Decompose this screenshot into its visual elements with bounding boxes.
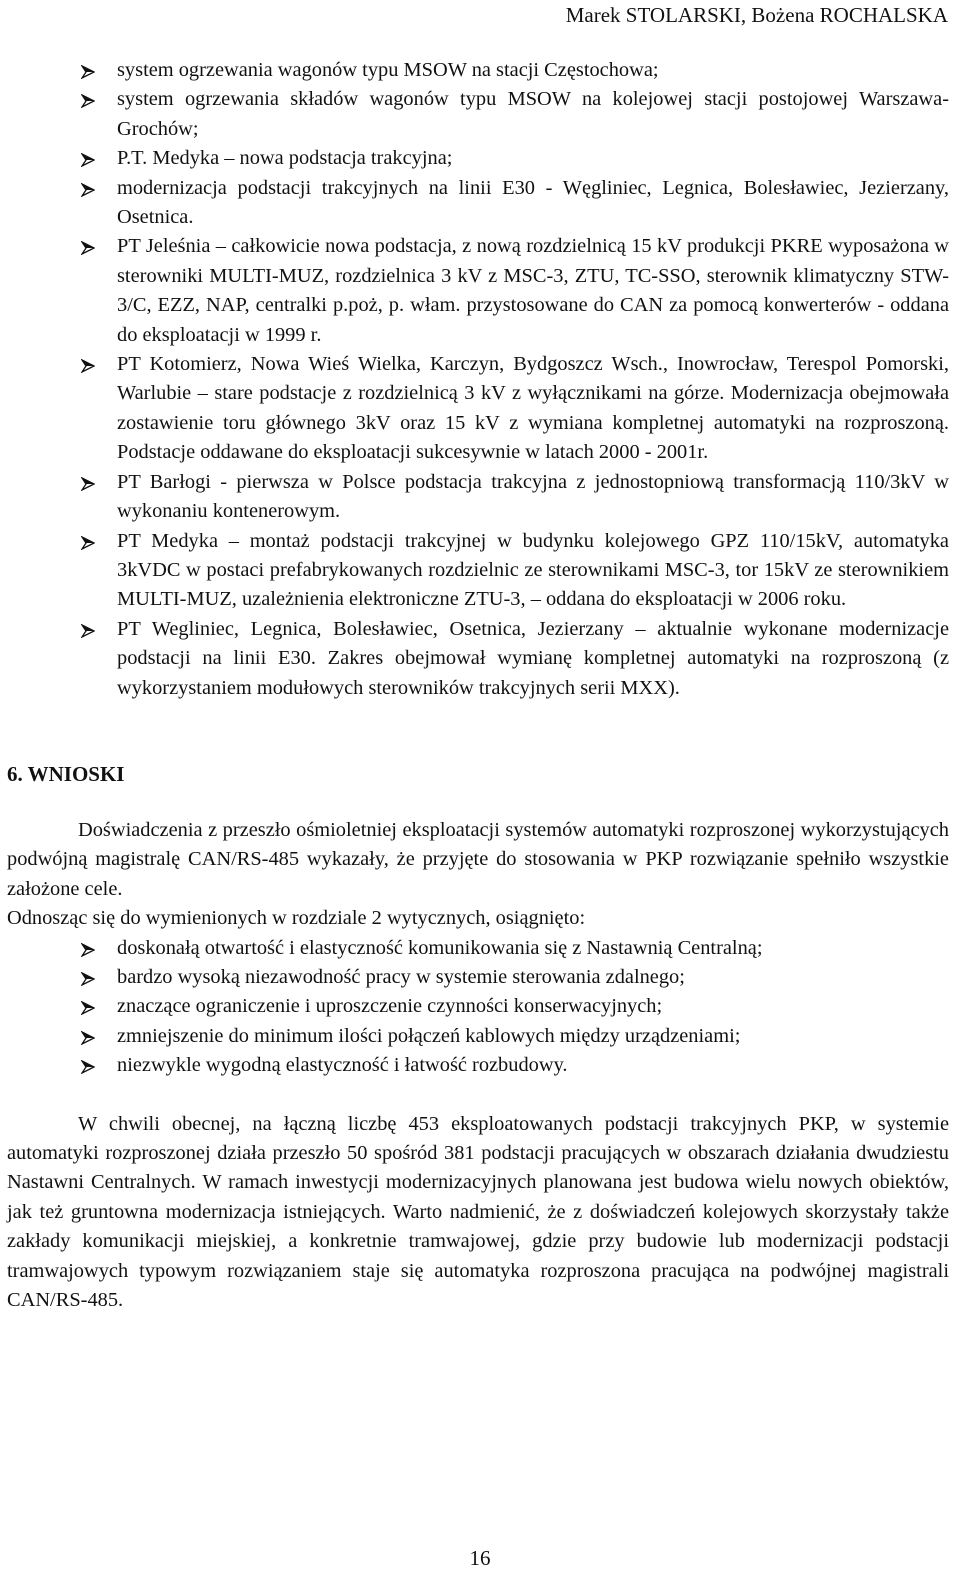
list-item [7,1022,949,1051]
paragraph-current-state: W chwili obecnej, na łączną liczbę 453 eksploatowanych podstacji trakcyjnych PKP, w systemie automatyki rozproszonej działa przeszło 50 spośród 381 podstacji pracujących w obszarach działania dwudziestu Nastawni Centralnych. W ramach inwestycji modernizacyjnych planowana jest budowa wielu nowych obiektów, jak też gruntowna modernizacja istniejących. Warto nadmienić, że z doświadczeń kolejowych skorzystały także zakłady komunikacji miejskiej, a konkretnie tramwajowej, gdzie przy budowie lub modernizacji podstacji tramwajowych typowym rozwiązaniem staje się automatyka rozproszona pracująca na podwójnej magistrali CAN/RS-485. [7,1112,949,1312]
list-item [7,527,949,615]
list-item-text: zmniejszenie do minimum ilości połączeń kablowych między urządzeniami; [117,1024,741,1047]
list-item-text: znaczące ograniczenie i uproszczenie czynności konserwacyjnych; [117,995,663,1018]
arrowhead-bullet-icon [81,359,95,373]
list-item-text: PT Jeleśnia – całkowicie nowa podstacja, z nową rozdzielnicą 15 kV produkcji PKRE wyposażona w sterowniki MULTI-MUZ, rozdzielnica 3 kV z MSC-3, ZTU, TC-SSO, sterownik klimatyczny STW-3/C, EZZ, NAP, centralki p.poż, p. włam. przystosowane do CAN za pomocą konwerterów - oddana do eksploatacji w 1999 r. [117,235,949,346]
list-item-text: bardzo wysoką niezawodność pracy w systemie sterowania zdalnego; [117,965,685,988]
list-item-text: doskonałą otwartość i elastyczność komunikowania się z Nastawnią Centralną; [117,936,763,959]
list-item [7,144,949,173]
list-item-text: PT Wegliniec, Legnica, Bolesławiec, Osetnica, Jezierzany – aktualnie wykonane modernizacje podstacji na linii E30. Zakres obejmował wymianę kompletnej automatyki na rozproszoną (z wykorzystaniem modułowych sterowników trakcyjnych serii MXX). [117,617,949,699]
arrowhead-bullet-icon [81,1031,95,1045]
list-item [7,1051,949,1080]
list-item [7,992,949,1021]
arrowhead-bullet-icon [81,65,95,79]
arrowhead-bullet-icon [81,536,95,550]
list-item [7,232,949,350]
list-item-text: PT Barłogi - pierwsza w Polsce podstacja trakcyjna z jednostopniową transformacją 110/3kV w wykonaniu kontenerowym. [117,470,949,523]
list-item [7,85,949,144]
list-item [7,468,949,527]
section-heading: 6. WNIOSKI [7,761,125,786]
arrowhead-bullet-icon [81,943,95,957]
paragraph-achievements-intro: Odnosząc się do wymienionych w rozdziale 2 wytycznych, osiągnięto: [7,907,586,930]
arrowhead-bullet-icon [81,624,95,638]
arrowhead-bullet-icon [81,94,95,108]
results-list [7,934,949,1081]
substation-list [7,56,949,703]
list-item-text: system ogrzewania składów wagonów typu MSOW na kolejowej stacji postojowej Warszawa-Grochów; [117,88,949,140]
running-header: Marek STOLARSKI, Bożena ROCHALSKA [565,3,948,27]
list-item-text: P.T. Medyka – nowa podstacja trakcyjna; [117,147,453,170]
list-item [7,174,949,233]
page-number: 16 [469,1546,491,1570]
arrowhead-bullet-icon [81,183,95,197]
paragraph-experience: Doświadczenia z przeszło ośmioletniej eksploatacji systemów automatyki rozproszonej wykorzystujących podwójną magistralę CAN/RS-485 wykazały, że przyjęte do stosowania w PKP rozwiązanie spełniło wszystkie założone cele. [7,818,949,900]
list-item-text: PT Kotomierz, Nowa Wieś Wielka, Karczyn, Bydgoszcz Wsch., Inowrocław, Terespol Pomorski, Warlubie – stare podstacje z rozdzielnicą 3 kV z wyłącznikami na górze. Modernizacja obejmowała zostawienie toru głównego 3kV oraz 15 kV z wymiana kompletnej automatyki na rozproszoną. Podstacje oddawane do eksploatacji sukcesywnie w latach 2000 - 2001r. [117,353,949,464]
arrowhead-bullet-icon [81,241,95,255]
arrowhead-bullet-icon [81,1060,95,1074]
arrowhead-bullet-icon [81,153,95,167]
list-item-text: modernizacja podstacji trakcyjnych na linii E30 - Węgliniec, Legnica, Bolesławiec, Jezierzany, Osetnica. [117,176,949,229]
arrowhead-bullet-icon [81,972,95,986]
arrowhead-bullet-icon [81,1001,95,1015]
list-item-text: niezwykle wygodną elastyczność i łatwość rozbudowy. [117,1054,568,1077]
list-item [7,56,949,85]
list-item [7,963,949,992]
arrowhead-bullet-icon [81,477,95,491]
list-item [7,934,949,963]
list-item [7,615,949,703]
page-content [7,56,949,1315]
list-item [7,350,949,468]
list-item-text: system ogrzewania wagonów typu MSOW na stacji Częstochowa; [117,59,659,81]
list-item-text: PT Medyka – montaż podstacji trakcyjnej w budynku kolejowego GPZ 110/15kV, automatyka 3kVDC w postaci prefabrykowanych rozdzielnic ze sterownikami MSC-3, tor 15kV ze sterownikiem MULTI-MUZ, uzależnienia elektroniczne ZTU-3, – oddana do eksploatacji w 2006 roku. [117,529,949,611]
